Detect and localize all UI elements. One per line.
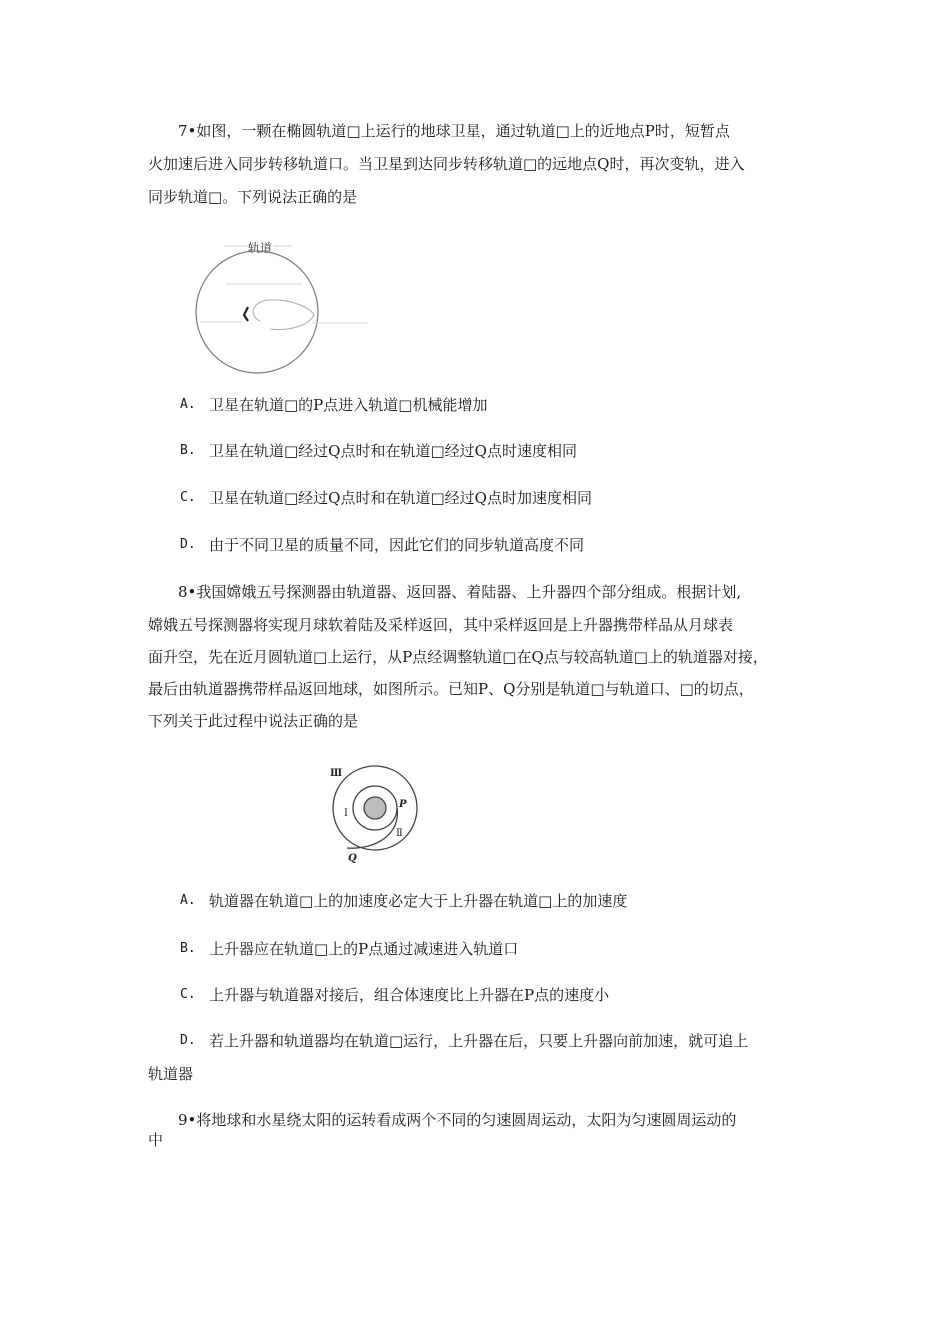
earth-arc <box>244 307 248 321</box>
q8-line-1: 8•我国嫦娥五号探测器由轨道器、返回器、着陆器、上升器四个部分组成。根据计划, <box>178 583 742 601</box>
transfer-orbit <box>253 300 314 330</box>
q8-option-d-letter: D. <box>180 1033 196 1048</box>
q7-figure-label: 轨道 <box>247 241 273 255</box>
q8-orbit-figure <box>325 765 435 869</box>
q8-option-c-letter: C. <box>180 987 196 1002</box>
q7-option-a-text: 卫星在轨道□的P点进入轨道□机械能增加 <box>209 396 488 414</box>
q8-option-d-continuation: 轨道器 <box>148 1065 194 1083</box>
q7-option-b-text: 卫星在轨道□经过Q点时和在轨道□经过Q点时速度相同 <box>209 442 577 460</box>
q8-option-c-text: 上升器与轨道器对接后，组合体速度比上升器在P点的速度小 <box>209 986 610 1004</box>
q7-line-1: 7•如图，一颗在椭圆轨道□上运行的地球卫星，通过轨道□上的近地点P时，短暂点 <box>178 122 730 140</box>
q7-option-c-text: 卫星在轨道□经过Q点时和在轨道□经过Q点时加速度相同 <box>209 489 592 507</box>
orbit-2-label: Ⅱ <box>396 828 403 839</box>
point-q-label: Q <box>348 853 357 864</box>
synchronous-orbit <box>196 251 318 373</box>
q7-option-c-letter: C. <box>180 490 196 505</box>
q7-orbit-figure <box>190 235 380 379</box>
q7-option-a-letter: A. <box>180 397 196 412</box>
q8-option-b-letter: B. <box>180 941 196 956</box>
q7-line-2: 火加速后进入同步转移轨道口。当卫星到达同步转移轨道□的远地点Q时，再次变轨，进入 <box>148 155 745 173</box>
q8-option-a-text: 轨道器在轨道□上的加速度必定大于上升器在轨道□上的加速度 <box>209 892 628 910</box>
point-p-label: P <box>399 799 407 810</box>
q8-line-2: 嫦娥五号探测器将实现月球软着陆及采样返回，其中采样返回是上升器携带样品从月球表 <box>148 616 734 634</box>
q9-line-1: 9•将地球和水星绕太阳的运转看成两个不同的匀速圆周运动，太阳为匀速圆周运动的 <box>178 1111 737 1129</box>
q7-line-3: 同步轨道□。下列说法正确的是 <box>148 188 358 206</box>
q8-line-5: 下列关于此过程中说法正确的是 <box>148 712 359 730</box>
q8-option-b-text: 上升器应在轨道□上的P点通过减速进入轨道口 <box>209 940 519 958</box>
q7-option-d-text: 由于不同卫星的质量不同，因此它们的同步轨道高度不同 <box>209 536 585 554</box>
q8-option-d-text: 若上升器和轨道器均在轨道□运行，上升器在后，只要上升器向前加速，就可追上 <box>209 1032 749 1050</box>
q7-option-d-letter: D. <box>180 537 196 552</box>
orbit-3-label: Ⅲ <box>330 768 343 779</box>
orbit-1-label: Ⅰ <box>344 808 348 819</box>
q8-line-3: 面升空，先在近月圆轨道□上运行，从P点经调整轨道□在Q点与较高轨道□上的轨道器对接， <box>148 648 768 666</box>
q7-option-b-letter: B. <box>180 443 196 458</box>
moon-icon <box>364 797 386 819</box>
q9-line-2: 中 <box>148 1131 164 1149</box>
q8-line-4: 最后由轨道器携带样品返回地球，如图所示。已知P、Q分别是轨道□与轨道口、□的切点， <box>148 680 754 698</box>
q8-option-a-letter: A. <box>180 893 196 908</box>
